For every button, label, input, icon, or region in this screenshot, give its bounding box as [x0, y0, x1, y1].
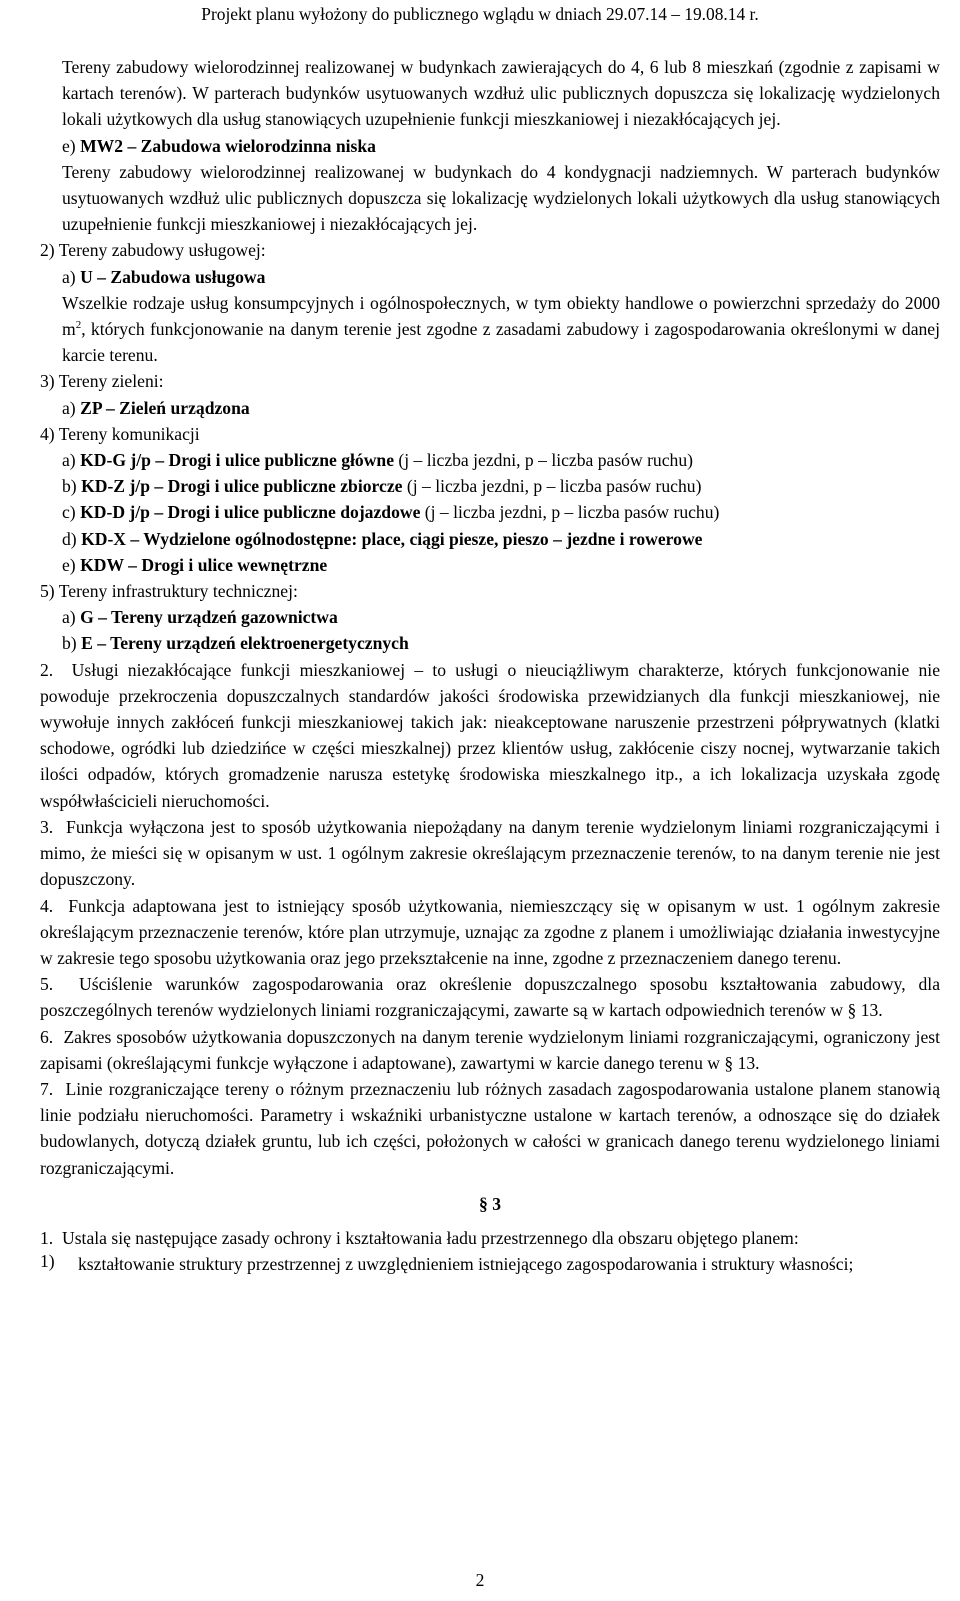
mw2-label: e)	[62, 135, 76, 156]
mw2-title: MW2 – Zabudowa wielorodzinna niska	[80, 135, 376, 156]
group-2-label: 2)	[40, 240, 55, 261]
section-heading: § 3	[479, 1193, 501, 1214]
document-body	[40, 54, 940, 1277]
point-2: 2. Usługi niezakłócające funkcji mieszkaniowej – to usługi o nieuciążliwym charakterze, których funkcjonowanie nie powoduje przekroczenia dopuszczalnych standardów jakości środowiska przewidzianych dla funkcji mieszkaniowej, nie wywołuje innych zakłóceń funkcji mieszkaniowej takich jak: nieakceptowane naruszenie przestrzeni półprywatnych (klatki schodowe, ogródki lub dziedzińce w części mieszkalnej) przez klientów usług, zakłócenie ciszy nocnej, wytwarzanie takich ilości odpadów, których gromadzenie narusza estetykę środowiska mieszkalnego itp., a ich lokalizacja uzyskała zgodę współwłaścicieli nieruchomości.	[40, 659, 941, 811]
group-3	[40, 368, 940, 420]
section-3-point-1: 1. Ustala się następujące zasady ochrony i kształtowania ładu przestrzennego dla obszaru objętego planem:	[40, 1227, 799, 1248]
group-2-a-label: a)	[62, 266, 76, 287]
mw2-text: Tereny zabudowy wielorodzinnej realizowanej w budynkach do 4 kondygnacji nadziemnych. W parterach budynków usytuowanych wzdłuż ulic publicznych dopuszcza się lokalizację wydzielonych lokali użytkowych dla usług stanowiących uzupełnienie funkcji mieszkaniowej i niezakłócających jej.	[62, 161, 940, 235]
mw2-block	[40, 133, 940, 238]
group-2-a-text: Wszelkie rodzaje usług konsumpcyjnych i ogólnospołecznych, w tym obiekty handlowe o powierzchni sprzedaży do 2000 $m^2$, których funkcjonowanie na danym terenie jest zgodne z zasadami zabudowy i zagospodarowania określonymi w danej karcie terenu.	[62, 292, 940, 366]
group-4-title: Tereny komunikacji	[58, 423, 200, 444]
group-4-label: 4)	[40, 423, 55, 444]
list-item: e) KDW – Drogi i ulice wewnętrzne	[62, 554, 328, 575]
intro-paragraph: Tereny zabudowy wielorodzinnej realizowanej w budynkach zawierających do 4, 6 lub 8 mieszkań (zgodnie z zapisami w kartach terenów). W parterach budynków usytuowanych wzdłuż ulic publicznych dopuszcza się lokalizację wydzielonych lokali użytkowych dla usług stanowiących uzupełnienie funkcji mieszkaniowej i niezakłócających jej.	[62, 57, 940, 130]
group-3-title: Tereny zieleni:	[58, 371, 164, 392]
group-3-label: 3)	[40, 371, 55, 392]
group-2	[40, 237, 940, 368]
group-4	[40, 421, 940, 578]
list-item: b) E – Tereny urządzeń elektroenergetycznych	[62, 633, 409, 654]
group-3-a-title: ZP – Zieleń urządzona	[80, 397, 250, 418]
group-3-a-label: a)	[62, 397, 76, 418]
list-item: b) KD-Z j/p – Drogi i ulice publiczne zbiorcze (j – liczba jezdni, p – liczba pasów ruchu)	[62, 476, 702, 497]
section-3-item-1: 1) kształtowanie struktury przestrzennej z uwzględnieniem istniejącego zagospodarowania i struktury własności;	[40, 1250, 854, 1274]
point-5: 5. Uściślenie warunków zagospodarowania oraz określenie dopuszczalnego sposobu kształtowania zabudowy, dla poszczególnych terenów wydzielonych liniami rozgraniczającymi, zawarte są w kartach odpowiednich terenów w § 13.	[40, 974, 941, 1021]
group-5-title: Tereny infrastruktury technicznej:	[58, 581, 298, 602]
list-item: c) KD-D j/p – Drogi i ulice publiczne dojazdowe (j – liczba jezdni, p – liczba pasów ruchu)	[62, 502, 720, 523]
point-3: 3. Funkcja wyłączona jest to sposób użytkowania niepożądany na danym terenie wydzielonym liniami rozgraniczającymi i mimo, że mieści się w opisanym w ust. 1 ogólnym zakresie określającym przeznaczenie terenów, to na danym terenie nie jest dopuszczony.	[40, 816, 940, 890]
page-header: Projekt planu wyłożony do publicznego wglądu w dniach 29.07.14 – 19.08.14 r.	[201, 4, 759, 24]
group-2-a-title: U – Zabudowa usługowa	[80, 266, 266, 287]
point-6: 6. Zakres sposobów użytkowania dopuszczonych na danym terenie wydzielonym liniami rozgraniczającymi, ograniczony jest zapisami (określającymi funkcje wyłączone i adaptowane), zawartymi w karcie danego terenu w § 13.	[40, 1026, 940, 1073]
list-item: a) KD-G j/p – Drogi i ulice publiczne główne (j – liczba jezdni, p – liczba pasów ruchu)	[62, 450, 693, 471]
page-number: 2	[475, 1570, 485, 1590]
group-5-label: 5)	[40, 581, 55, 602]
group-5	[40, 578, 940, 657]
point-4: 4. Funkcja adaptowana jest to istniejący sposób użytkowania, niemieszczący się w opisanym w ust. 1 ogólnym zakresie określającym przeznaczenie terenów, które plan utrzymuje, uznając za zgodne z planem i umożliwiając działania inwestycyjne w zakresie tego sposobu użytkowania oraz jego przekształcenie na inne, zgodne z przeznaczeniem danego terenu.	[40, 895, 941, 968]
group-2-title: Tereny zabudowy usługowej:	[58, 240, 266, 261]
list-item: d) KD-X – Wydzielone ogólnodostępne: place, ciągi piesze, pieszo – jezdne i rowerowe	[62, 528, 703, 549]
list-item: a) G – Tereny urządzeń gazownictwa	[62, 607, 338, 628]
point-7: 7. Linie rozgraniczające tereny o różnym przeznaczeniu lub różnych zasadach zagospodarowania ustalone planem stanowią linie podziału nieruchomości. Parametry i wskaźniki urbanistyczne ustalone w kartach terenów, a odnoszące się do działek budowlanych, dotyczą działek gruntu, lub ich części, położonych w całości w granicach danego terenu wydzielonego liniami rozgraniczającymi.	[40, 1078, 941, 1178]
